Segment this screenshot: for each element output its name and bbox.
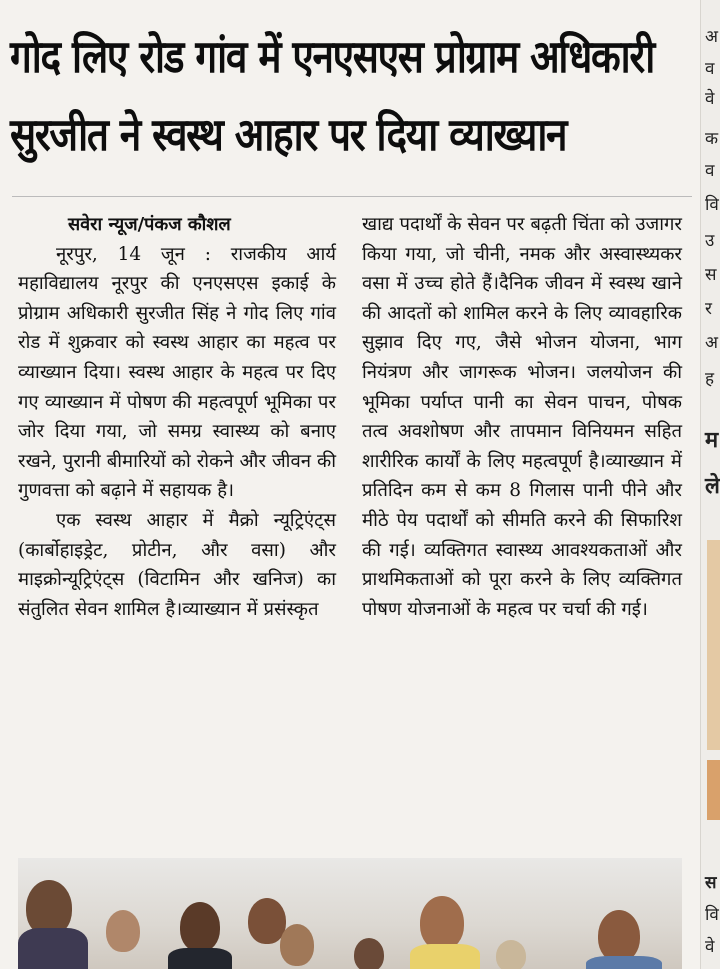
side-text: ले xyxy=(705,474,720,499)
photo-person xyxy=(496,940,526,969)
byline: सवेरा न्यूज/पंकज कौशल xyxy=(68,214,231,235)
adjacent-column-edge xyxy=(700,0,720,969)
headline xyxy=(10,18,690,174)
side-image xyxy=(707,540,720,750)
side-text: वे xyxy=(705,937,715,957)
side-text: अ xyxy=(705,27,718,47)
article-column-2 xyxy=(362,210,682,624)
article-paragraph-3: खाद्य पदार्थों के सेवन पर बढ़ती चिंता को उजागर किया गया, जो चीनी, नमक और अस्वास्थ्यकर वसा में उच्च होते हैं।दैनिक जीवन में स्वस्थ खाने की आदतों को शामिल करने के लिए व्यावहारिक सुझाव दिए गए, जैसे भोजन योजना, भाग नियंत्रण और जागरूक भोजन। जलयोजन की भूमिका पर्याप्त पानी का सेवन पाचन, पोषक तत्व अवशोषण और तापमान विनियमन सहित शारीरिक कार्यों के लिए महत्वपूर्ण है।व्याख्यान में प्रतिदिन कम से कम 8 गिलास पानी पीने और मीठे पेय पदार्थों को सीमति करने की सिफारिश की गई। व्यक्तिगत स्वास्थ्य आवश्यकताओं और प्राथमिकताओं को पूरा करने के लिए व्यक्तिगत पोषण योजनाओं के महत्व पर चर्चा की गई। xyxy=(362,214,682,620)
article-column-1 xyxy=(18,210,336,624)
side-text: ह xyxy=(705,369,715,389)
photo-person-shirt xyxy=(168,948,232,969)
side-text: स xyxy=(705,873,717,893)
photo-person-shirt xyxy=(18,928,88,969)
photo-person-shirt xyxy=(586,956,662,969)
article-paragraph-1: नूरपुर, 14 जून : राजकीय आर्य महाविद्यालय नूरपुर की एनएसएस इकाई के प्रोग्राम अधिकारी सुरजीत सिंह ने गोद लिए गांव रोड में शुक्रवार को स्वस्थ आहार का महत्व पर व्याख्यान दिया। स्वस्थ आहार के महत्व पर दिए गए व्याख्यान में पोषण की महत्वपूर्ण भूमिका पर जोर दिया गया, जो समग्र स्वास्थ्य को बनाए रखने, पुरानी बीमारियों को रोकने और जीवन की गुणवत्ता को बढ़ाने में सहायक है। xyxy=(18,243,336,502)
side-text: वि xyxy=(705,905,719,925)
side-text: क xyxy=(705,129,719,149)
side-image xyxy=(707,760,720,820)
headline-line-2: सुरजीत ने स्वस्थ आहार पर दिया व्याख्यान xyxy=(10,108,567,161)
headline-line-1: गोद लिए रोड गांव में एनएसएस प्रोग्राम अधिकारी xyxy=(10,30,654,83)
event-photo xyxy=(18,858,682,969)
side-text: व xyxy=(705,161,715,181)
photo-person xyxy=(420,896,464,950)
headline-divider xyxy=(12,196,692,197)
photo-person xyxy=(280,924,314,966)
side-text: वे xyxy=(705,89,715,109)
photo-person-shirt xyxy=(410,944,480,969)
photo-person xyxy=(106,910,140,952)
article-paragraph-2: एक स्वस्थ आहार में मैक्रो न्यूट्रिएंट्स (कार्बोहाइड्रेट, प्रोटीन, और वसा) और माइक्रोन्यूट्रिएंट्स (विटामिन और खनिज) का संतुलित सेवन शामिल है।व्याख्यान में प्रसंस्कृत xyxy=(18,509,336,620)
side-text: अ xyxy=(705,333,718,353)
side-text: म xyxy=(705,428,719,453)
photo-person xyxy=(180,902,220,952)
side-text: व xyxy=(705,59,715,79)
side-text: र xyxy=(705,299,712,319)
photo-person xyxy=(598,910,640,962)
photo-person xyxy=(354,938,384,969)
side-text: वि xyxy=(705,195,719,215)
side-text: स xyxy=(705,265,717,285)
side-text: उ xyxy=(705,231,715,251)
